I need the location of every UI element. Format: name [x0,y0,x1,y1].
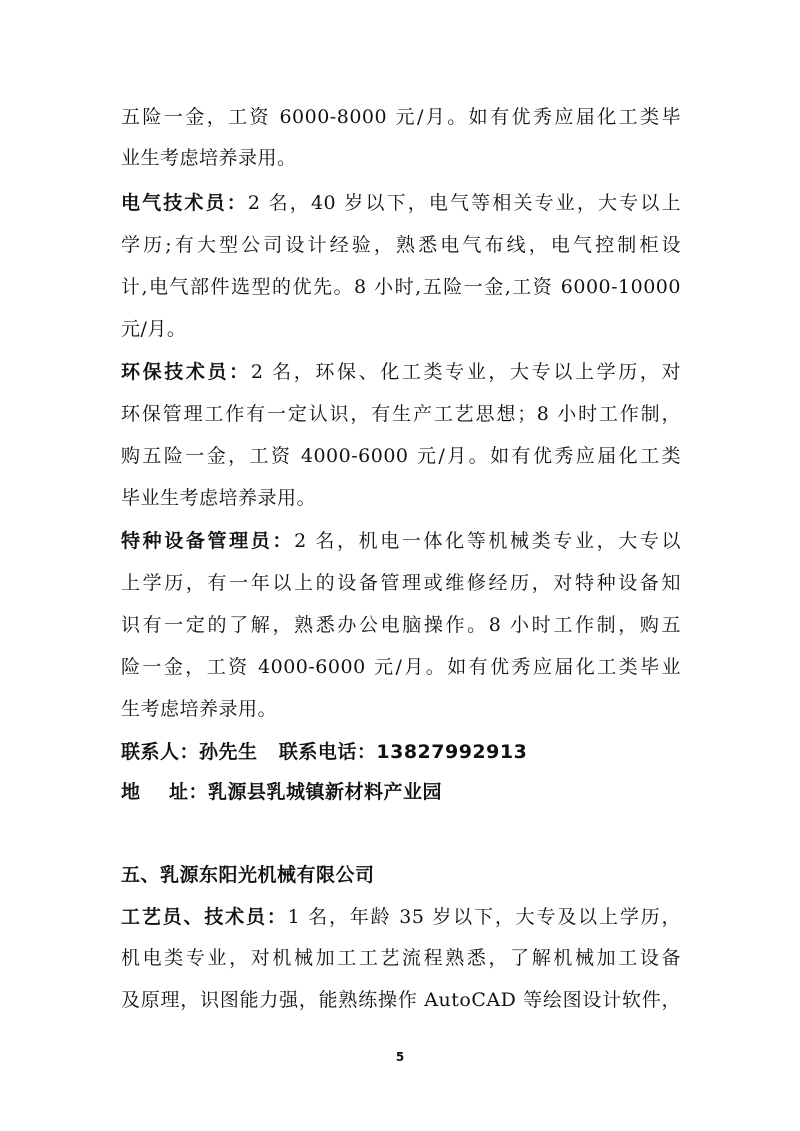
job-title-special-equipment: 特种设备管理员： [121,530,295,552]
text-line: 计,电气部件选型的优先。8 小时,五险一金,工资 6000-10000 [121,276,681,298]
text-line: 购五险一金，工资 4000-6000 元/月。如有优秀应届化工类 [121,445,681,467]
job-detail: 2 名，机电一体化等机械类专业，大专以 [294,530,681,552]
job-detail: 2 名，环保、化工类专业，大专以上学历，对 [250,361,681,383]
text-line: 上学历，有一年以上的设备管理或维修经历，对特种设备知 [121,572,681,594]
text-line: 机电类专业，对机械加工工艺流程熟悉，了解机械加工设备 [121,947,681,969]
page-number: 5 [395,1050,405,1064]
section-heading: 五、乳源东阳光机械有限公司 [121,864,375,886]
contact-person: 联系人：孙先生 [121,741,258,763]
text-line: 五险一金，工资 6000-8000 元/月。如有优秀应届化工类毕 [121,106,681,128]
job-detail: 1 名，年龄 35 岁以下，大专及以上学历， [287,906,681,928]
job-line [121,190,681,216]
contact-address: 地 址：乳源县乳城镇新材料产业园 [121,781,442,803]
job-title-environmental: 环保技术员： [121,361,251,383]
text-line: 生考虑培养录用。 [121,698,278,720]
job-title-process-technician: 工艺员、技术员： [121,906,288,928]
job-title-electrical: 电气技术员： [121,192,248,214]
job-line [121,528,681,554]
text-line: 及原理，识图能力强，能熟练操作 AutoCAD 等绘图设计软件， [121,989,681,1011]
text-line: 识有一定的了解，熟悉办公电脑操作。8 小时工作制，购五 [121,614,681,636]
text-line: 毕业生考虑培养录用。 [121,487,317,509]
contact-line [121,739,681,765]
job-line [121,904,681,930]
text-line: 险一金，工资 4000-6000 元/月。如有优秀应届化工类毕业 [121,656,681,678]
text-line: 学历;有大型公司设计经验，熟悉电气布线，电气控制柜设 [121,234,681,256]
contact-phone: 联系电话：13827992913 [278,741,528,763]
text-line: 元/月。 [121,318,187,340]
job-detail: 2 名，40 岁以下，电气等相关专业，大专以上 [247,192,681,214]
text-line: 环保管理工作有一定认识，有生产工艺思想；8 小时工作制， [121,403,681,425]
text-line: 业生考虑培养录用。 [121,147,297,169]
job-line [121,359,681,385]
